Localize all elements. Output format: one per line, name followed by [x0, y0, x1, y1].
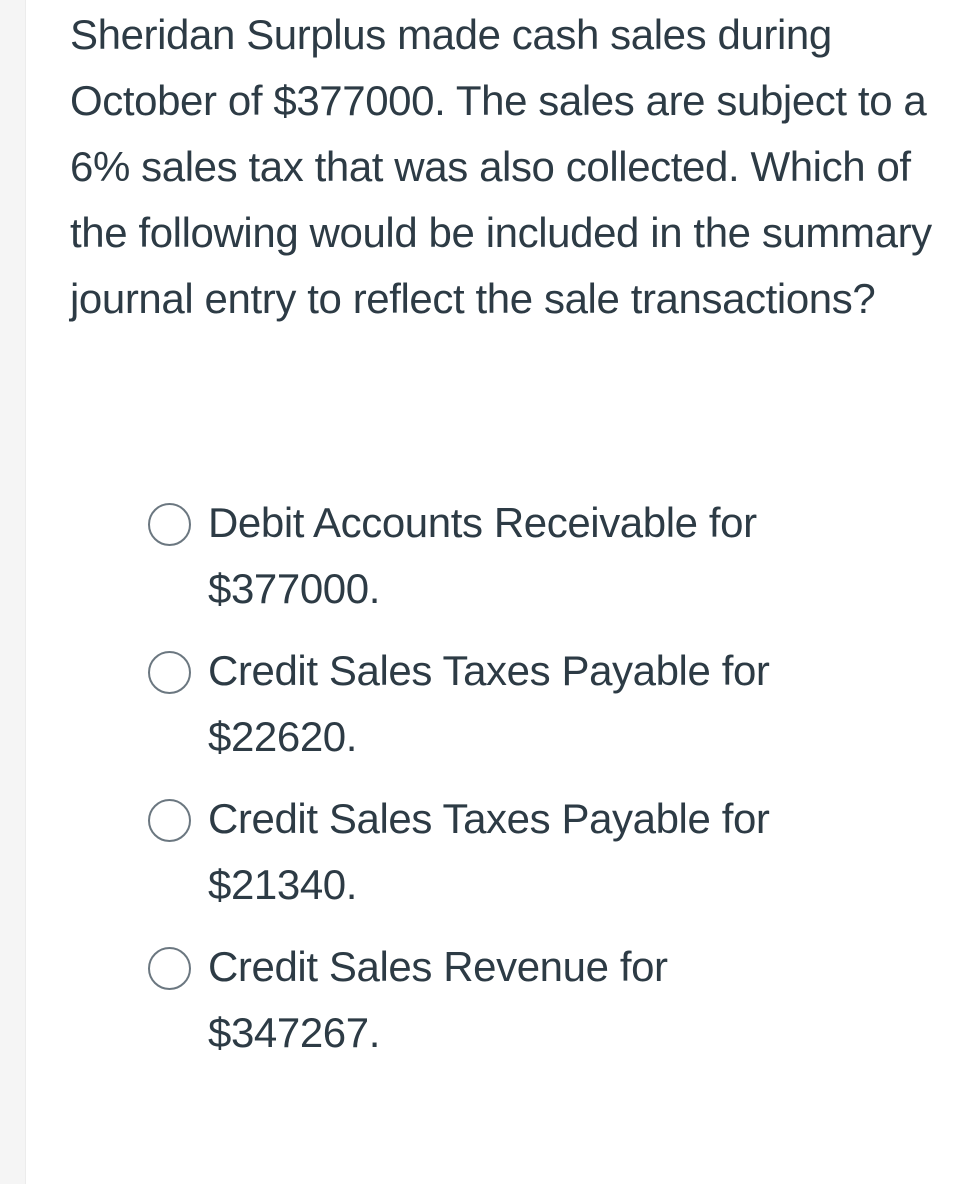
answer-option-4[interactable]	[148, 934, 948, 1066]
answer-label: Credit Sales Taxes Payable for $21340.	[208, 795, 770, 908]
answer-label: Credit Sales Revenue for $347267.	[208, 943, 668, 1056]
answer-label: Debit Accounts Receivable for $377000.	[208, 499, 757, 612]
radio-unchecked-icon[interactable]	[148, 799, 191, 842]
answer-option-1[interactable]	[148, 490, 948, 622]
question-text: Sheridan Surplus made cash sales during October of $377000. The sales are subject to a 6% sales tax that was also collected. Which of the following would be included in the summary journal entry to reflect the sale transactions?	[70, 11, 932, 322]
radio-unchecked-icon[interactable]	[148, 651, 191, 694]
answer-list	[148, 490, 948, 1082]
left-margin-strip	[0, 0, 26, 1184]
answer-option-3[interactable]	[148, 786, 948, 918]
answer-label: Credit Sales Taxes Payable for $22620.	[208, 647, 770, 760]
radio-unchecked-icon[interactable]	[148, 947, 191, 990]
radio-unchecked-icon[interactable]	[148, 503, 191, 546]
answer-option-2[interactable]	[148, 638, 948, 770]
